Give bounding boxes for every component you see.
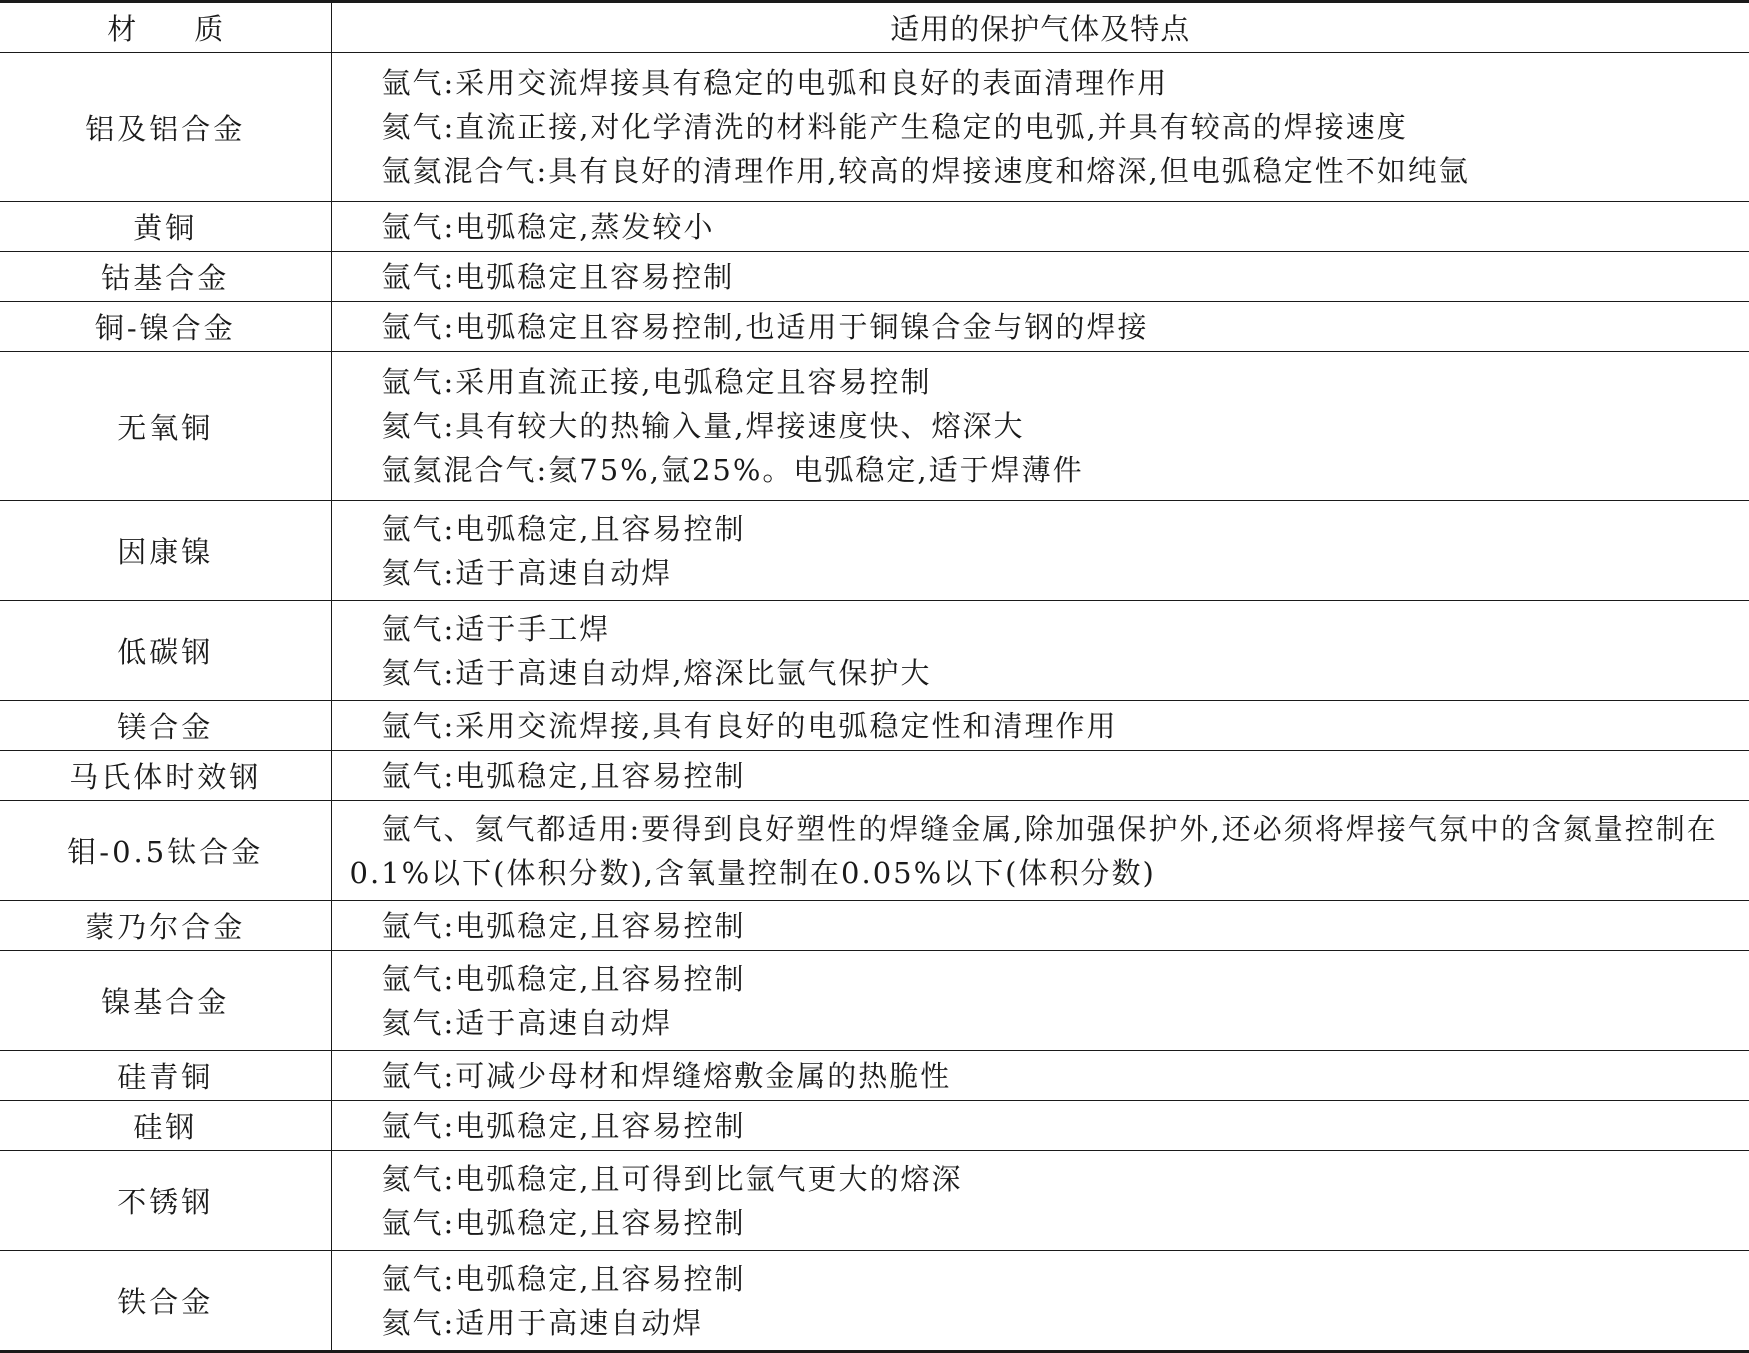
gas-line: 氩气:采用直流正接,电弧稳定且容易控制 <box>332 360 1749 404</box>
table-row <box>0 951 1749 1051</box>
gas-cell <box>331 352 1749 501</box>
gas-cell <box>331 601 1749 701</box>
gas-cell <box>331 1251 1749 1352</box>
table-header-row <box>0 2 1749 53</box>
gas-line: 氦气:适于高速自动焊 <box>332 551 1749 595</box>
gas-line: 氩氦混合气:具有良好的清理作用,较高的焊接速度和熔深,但电弧稳定性不如纯氩 <box>332 149 1749 193</box>
gas-line: 氦气:具有较大的热输入量,焊接速度快、熔深大 <box>332 404 1749 448</box>
gas-line: 氩气:电弧稳定,且容易控制 <box>332 507 1749 551</box>
material-cell: 硅钢 <box>0 1101 331 1151</box>
table-row <box>0 1251 1749 1352</box>
gas-line: 氦气:适用于高速自动焊 <box>332 1301 1749 1345</box>
table-row <box>0 1051 1749 1101</box>
material-cell: 马氏体时效钢 <box>0 751 331 801</box>
table-row <box>0 352 1749 501</box>
gas-cell <box>331 1051 1749 1101</box>
gas-cell <box>331 202 1749 252</box>
gas-line: 氩气:电弧稳定,且容易控制 <box>332 1104 1749 1148</box>
gas-line: 氩气:电弧稳定且容易控制,也适用于铜镍合金与钢的焊接 <box>332 305 1749 349</box>
table-row <box>0 1151 1749 1251</box>
gas-line: 氦气:适于高速自动焊,熔深比氩气保护大 <box>332 651 1749 695</box>
material-cell: 镁合金 <box>0 701 331 751</box>
table-row <box>0 801 1749 901</box>
gas-line: 氩气:电弧稳定且容易控制 <box>332 255 1749 299</box>
material-cell: 铁合金 <box>0 1251 331 1352</box>
material-cell: 铝及铝合金 <box>0 53 331 202</box>
material-cell: 硅青铜 <box>0 1051 331 1101</box>
gas-line: 氩气:采用交流焊接具有稳定的电弧和良好的表面清理作用 <box>332 61 1749 105</box>
gas-line: 氩气:适于手工焊 <box>332 607 1749 651</box>
gas-line: 氩气:电弧稳定,且容易控制 <box>332 957 1749 1001</box>
gas-cell <box>331 252 1749 302</box>
material-cell: 无氧铜 <box>0 352 331 501</box>
table-row <box>0 252 1749 302</box>
table-row <box>0 53 1749 202</box>
material-cell: 蒙乃尔合金 <box>0 901 331 951</box>
gas-line: 氩氦混合气:氦75%,氩25%。电弧稳定,适于焊薄件 <box>332 448 1749 492</box>
gas-line: 氦气:直流正接,对化学清洗的材料能产生稳定的电弧,并具有较高的焊接速度 <box>332 105 1749 149</box>
gas-cell <box>331 751 1749 801</box>
table-row <box>0 601 1749 701</box>
gas-line: 氩气:采用交流焊接,具有良好的电弧稳定性和清理作用 <box>332 704 1749 748</box>
gas-line: 氩气:可减少母材和焊缝熔敷金属的热脆性 <box>332 1054 1749 1098</box>
gas-cell <box>331 951 1749 1051</box>
header-gas-features: 适用的保护气体及特点 <box>331 2 1749 53</box>
material-cell: 不锈钢 <box>0 1151 331 1251</box>
gas-line: 氦气:电弧稳定,且可得到比氩气更大的熔深 <box>332 1157 1749 1201</box>
gas-cell <box>331 801 1749 901</box>
table-row <box>0 751 1749 801</box>
gas-cell <box>331 1101 1749 1151</box>
material-cell: 黄铜 <box>0 202 331 252</box>
gas-line: 氩气:电弧稳定,蒸发较小 <box>332 205 1749 249</box>
header-material: 材质 <box>0 2 331 53</box>
gas-line: 氩气:电弧稳定,且容易控制 <box>332 1201 1749 1245</box>
material-cell: 镍基合金 <box>0 951 331 1051</box>
gas-cell <box>331 53 1749 202</box>
gas-cell <box>331 302 1749 352</box>
gas-line: 氦气:适于高速自动焊 <box>332 1001 1749 1045</box>
gas-cell <box>331 701 1749 751</box>
material-cell: 铜-镍合金 <box>0 302 331 352</box>
gas-cell <box>331 1151 1749 1251</box>
table-row <box>0 202 1749 252</box>
gas-cell <box>331 501 1749 601</box>
gas-paragraph-text: 氩气、氦气都适用:要得到良好塑性的焊缝金属,除加强保护外,还必须将焊接气氛中的含氮量控制在0.1%以下(体积分数),含氧量控制在0.05%以下(体积分数) <box>350 812 1718 890</box>
table-row <box>0 901 1749 951</box>
gas-line: 氩气:电弧稳定,且容易控制 <box>332 1257 1749 1301</box>
table-row <box>0 501 1749 601</box>
gas-line: 氩气:电弧稳定,且容易控制 <box>332 754 1749 798</box>
table-row <box>0 302 1749 352</box>
table-row <box>0 1101 1749 1151</box>
gas-cell <box>331 901 1749 951</box>
material-cell: 钴基合金 <box>0 252 331 302</box>
material-cell: 低碳钢 <box>0 601 331 701</box>
gas-paragraph <box>332 807 1749 895</box>
gas-line: 氩气:电弧稳定,且容易控制 <box>332 904 1749 948</box>
material-cell: 因康镍 <box>0 501 331 601</box>
table-row <box>0 701 1749 751</box>
material-cell: 钼-0.5钛合金 <box>0 801 331 901</box>
